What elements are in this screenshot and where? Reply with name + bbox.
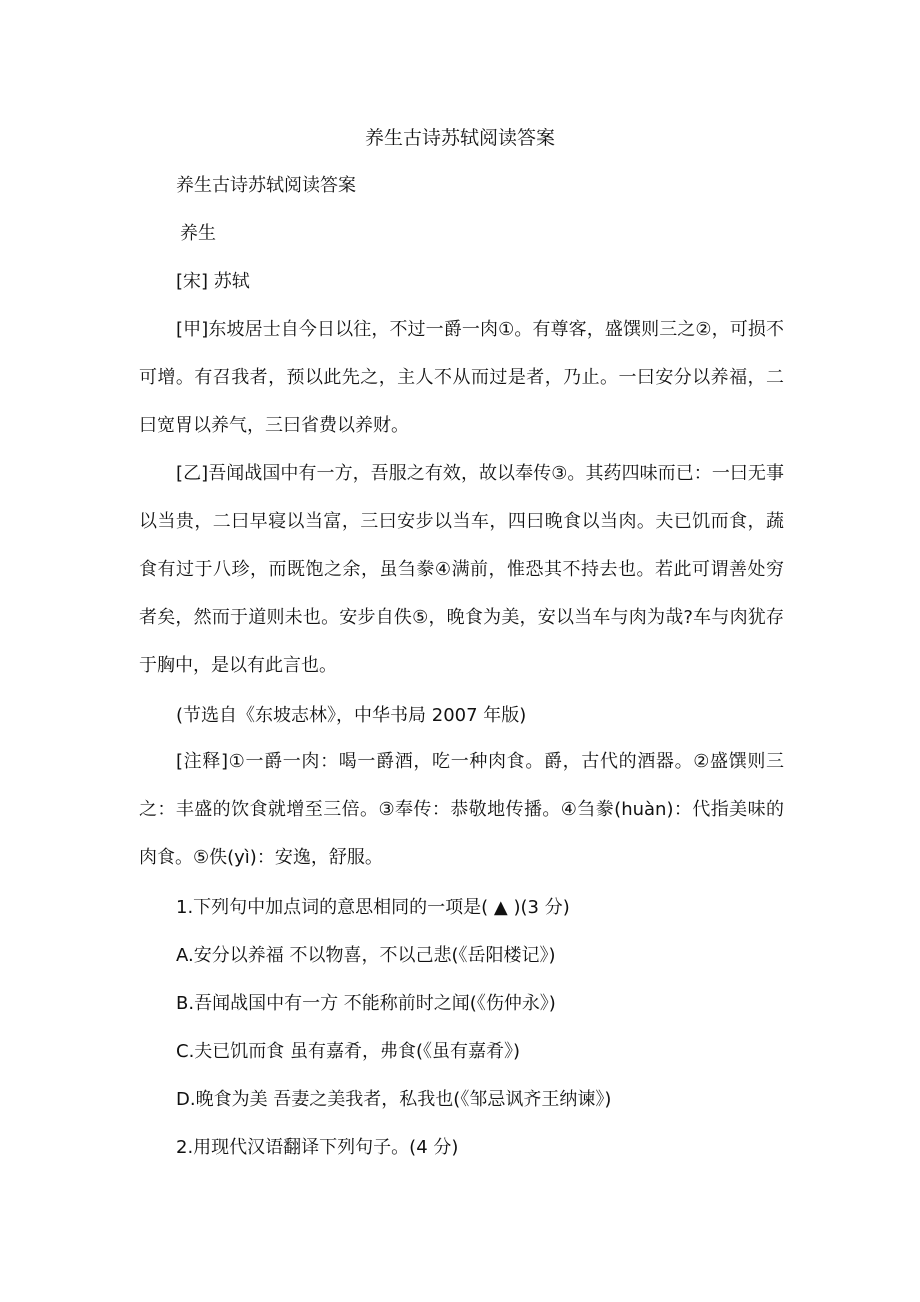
source-citation: (节选自《东坡志林》，中华书局 2007 年版)	[176, 705, 527, 726]
subtitle: 养生古诗苏轼阅读答案	[176, 175, 356, 196]
option-d: D.晚食为美 吾妻之美我者，私我也(《邹忌讽齐王纳谏》)	[176, 1089, 612, 1110]
option-a: A.安分以养福 不以物喜，不以己悲(《岳阳楼记》)	[176, 945, 556, 966]
author: [宋] 苏轼	[176, 271, 250, 292]
annotation-notes: [注释]①一爵一肉：喝一爵酒，吃一种肉食。爵，古代的酒器。②盛馔则三之：丰盛的饮食就增至三倍。③奉传：恭敬地传播。④刍豢(huàn)：代指美味的肉食。⑤佚(yì)：安逸，舒服。	[139, 751, 784, 868]
poem-title: 养生	[180, 223, 216, 244]
question-1: 1.下列句中加点词的意思相同的一项是( ▲ )(3 分)	[176, 897, 570, 918]
page-title: 养生古诗苏轼阅读答案	[364, 127, 555, 149]
option-b: B.吾闻战国中有一方 不能称前时之闻(《伤仲永》)	[176, 993, 556, 1014]
question-2: 2.用现代汉语翻译下列句子。(4 分)	[176, 1137, 459, 1158]
paragraph-jia: [甲]东坡居士自今日以往，不过一爵一肉①。有尊客，盛馔则三之②，可损不可增。有召我者，预以此先之，主人不从而过是者，乃止。一曰安分以养福，二曰宽胃以养气，三曰省费以养财。	[139, 319, 784, 436]
option-c: C.夫已饥而食 虽有嘉肴，弗食(《虽有嘉肴》)	[176, 1041, 521, 1062]
paragraph-yi: [乙]吾闻战国中有一方，吾服之有效，故以奉传③。其药四味而已：一曰无事以当贵，二曰早寝以当富，三曰安步以当车，四曰晚食以当肉。夫已饥而食，蔬食有过于八珍，而既饱之余，虽刍豢④满前，惟恐其不持去也。若此可谓善处穷者矣，然而于道则未也。安步自佚⑤，晚食为美，安以当车与肉为哉?车与肉犹存于胸中，是以有此言也。	[139, 463, 784, 676]
